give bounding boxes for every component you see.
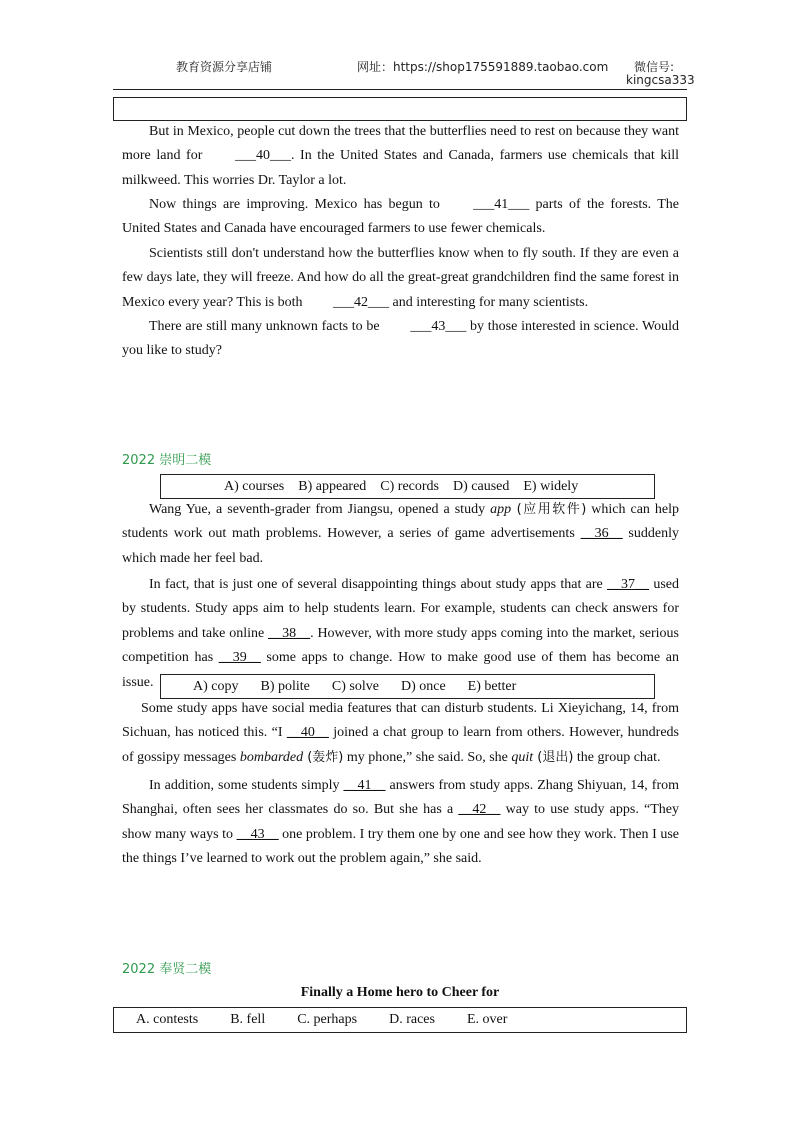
header-divider — [113, 89, 687, 90]
word-option-a: A. contests — [136, 1012, 199, 1027]
shop-name: 教育资源分享店铺 — [176, 60, 273, 74]
word-option-e: E) widely — [523, 478, 579, 494]
word-bank-2 — [160, 674, 655, 699]
wechat-label: 微信号: — [634, 60, 675, 74]
section-title-fengxian: 2022 奉贤二模 — [122, 962, 212, 977]
word-option-d: D) once — [400, 678, 446, 694]
word-option-d: D. races — [389, 1012, 435, 1027]
blank-41: ___41___ — [473, 197, 530, 212]
word-option-b: B. fell — [230, 1012, 266, 1027]
word-option-c: C. perhaps — [297, 1012, 358, 1027]
passage2-paragraph-4: In addition, some students simply __41__ answers from study apps. Zhang Shiyuan, 14, from Shanghai, often sees her classmates do so. But she has a __42__ way to use study apps. “They show many ways to __43__ one problem. I try them one by one and see how they work. Then I use the things I’ve learned to work out the problem again,” she said. — [122, 778, 680, 867]
passage1-paragraph-4: There are still many unknown facts to be ___43___ by those interested in science. Would you like to study? — [122, 315, 679, 364]
passage1-paragraph-2: Now things are improving. Mexico has begun to ___41___ parts of the forests. The United States and Canada have encouraged farmers to use fewer chemicals. — [122, 193, 679, 242]
blank-37: __37__ — [607, 577, 650, 592]
blank-43: __43__ — [236, 826, 279, 842]
blank-42: __42__ — [458, 802, 501, 818]
section-title-chongming: 2022 崇明二模 — [122, 453, 212, 468]
word-option-a: A) copy — [193, 678, 239, 694]
blank-43: ___43___ — [410, 319, 467, 334]
blank-40: ___40___ — [234, 148, 291, 164]
word-option-c: C) records — [380, 478, 439, 494]
blank-38: __38__ — [268, 625, 311, 641]
passage2-paragraph-2: In fact, that is just one of several disappointing things about study apps that are __37__ used by students. Study apps aim to help students learn. For example, students can check answers for problems and take online __38__. However, with more study apps coming into the market, serious competition has __39__ some apps to change. How to make good use of them has become an issue. — [122, 577, 679, 690]
blank-40: __40__ — [286, 725, 329, 741]
page-header — [0, 0, 800, 92]
empty-word-bank-box — [113, 97, 687, 121]
word-option-c: C) solve — [331, 678, 379, 694]
word-option-a: A) courses — [224, 478, 285, 494]
word-option-b: B) appeared — [298, 478, 367, 494]
blank-36: __36__ — [580, 526, 623, 542]
blank-41: __41__ — [343, 778, 386, 793]
passage1-paragraph-3: Scientists still don't understand how the butterflies know when to fly south. If they are even a few days late, they will freeze. And how do all the great-great grandchildren find the same forest in Mexico every year? This is both ___42___ and interesting for many scientists. — [122, 242, 679, 315]
passage2-paragraph-3: Some study apps have social media features that can disturb students. Li Xieyichang, 14, from Sichuan, has noticed this. “I __40__ joined a chat group to learn from others. However, hundreds of gossipy messages bombarded (轰炸) my phone,” she said. So, she quit (退出) the group chat. — [122, 701, 680, 765]
shop-url: 网址：https://shop175591889.taobao.com — [357, 60, 609, 74]
word-option-d: D) caused — [453, 478, 510, 494]
word-option-e: E. over — [466, 1012, 508, 1027]
blank-39: __39__ — [218, 650, 261, 666]
word-option-b: B) polite — [260, 678, 310, 694]
wechat-id: kingcsa333 — [626, 73, 695, 87]
word-option-e: E) better — [467, 678, 517, 694]
word-bank-1 — [160, 474, 655, 499]
passage2-paragraph-1: Wang Yue, a seventh-grader from Jiangsu, opened a study app (应用软件) which can help students work out math problems. However, a series of game advertisements __36__ suddenly which made her feel bad. — [122, 502, 679, 566]
blank-42: ___42___ — [333, 294, 390, 310]
word-bank-3 — [113, 1007, 687, 1033]
article-title: Finally a Home hero to Cheer for — [300, 985, 500, 1000]
passage1-paragraph-1: But in Mexico, people cut down the trees that the butterflies need to rest on because they want more land for ___40___. In the United States and Canada, farmers use chemicals that kill milkweed. This worries Dr. Taylor a lot. — [122, 124, 679, 188]
